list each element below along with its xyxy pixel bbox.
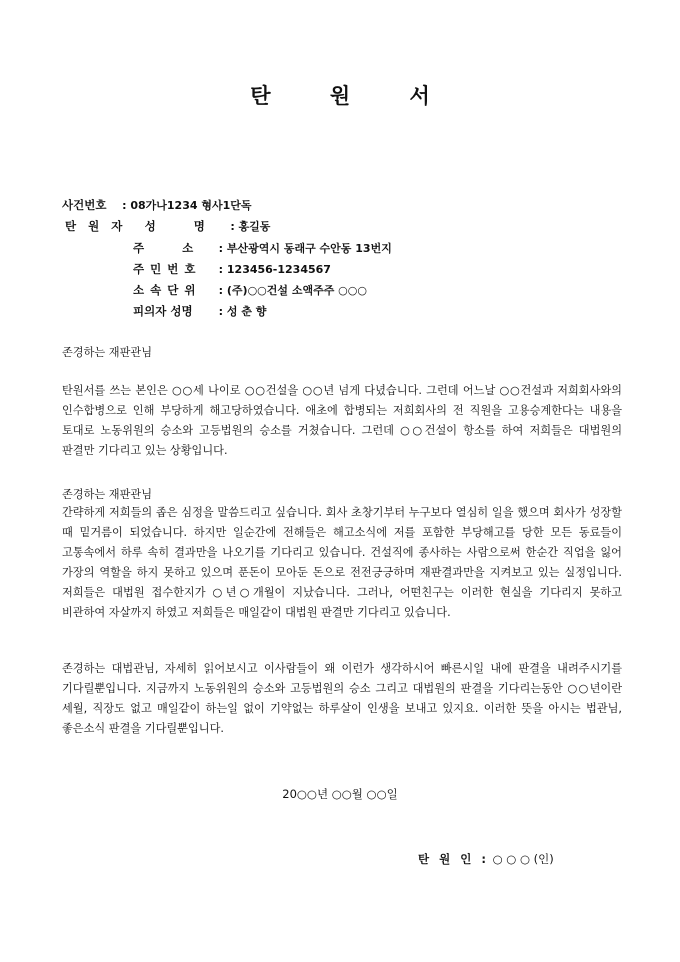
address-label: 주 소 [133, 241, 194, 255]
affiliation-label: 소 속 단 위 [133, 283, 196, 297]
accused-value: : 성 춘 향 [218, 305, 267, 318]
petitioner-name-row [65, 218, 270, 235]
greeting-1: 존경하는 재판관님 [62, 346, 153, 359]
signer-line [418, 851, 554, 867]
document-date: 20○○년 ○○월 ○○일 [282, 787, 398, 801]
accused-row [133, 303, 266, 320]
greeting-2: 존경하는 재판관님 [62, 488, 153, 501]
petitioner-section-label: 탄 원 자 [65, 219, 127, 233]
case-number-row [62, 197, 251, 214]
title-char-1: 탄 [250, 84, 271, 108]
paragraph-2: 간략하게 저희들의 좁은 심정을 말씀드리고 싶습니다. 회사 초창기부터 누구보다 열심히 일을 했으며 회사가 성장할 때 밑거름이 되었습니다. 하지만 일순간에 전해들은 해고소식에 저를 포함한 부당해고를 당한 모든 동료들이 고통속에서 하루 속히 결과만을 나오기를 기다리고 있습니다. 건설직에 종사하는 사람으로써 한순간 직업을 잃어 가장의 역할을 하지 못하고 있으며 푼돈이 모아둔 돈으로 전전긍긍하며 재판결과만을 지켜보고 있는 실정입니다. 저희들은 대법원 접수한지가 ○년○개월이 지났습니다. 그러나, 어떤친구는 이러한 현실을 기다리지 못하고 비관하여 자살까지 하였고 저희들은 매일같이 대법원 판결만 기다리고 있습니다. [62, 506, 622, 619]
address-value: : 부산광역시 동래구 수안동 13번지 [218, 242, 392, 255]
case-number-label: 사건번호 [62, 198, 107, 212]
petitioner-name-label: 성 명 [144, 219, 205, 233]
document-title [0, 80, 680, 110]
case-number-value: : 08가나1234 형사1단독 [122, 199, 252, 212]
accused-label: 피의자 성명 [133, 304, 193, 318]
id-number-row [133, 261, 331, 278]
title-char-2: 원 [329, 84, 351, 108]
affiliation-value: : (주)○○건설 소액주주 ○○○ [218, 284, 367, 297]
affiliation-row [133, 282, 367, 299]
address-row [133, 240, 392, 257]
paragraph-3: 존경하는 대법관님, 자세히 읽어보시고 이사람들이 왜 이런가 생각하시어 빠른시일 내에 판결을 내려주시기를 기다릴뿐입니다. 지금까지 노동위원의 승소와 고등법원의 승소 그리고 대법원의 판결을 기다리는동안 ○○년이란 세월, 직장도 없고 매일같이 하는일 없이 기약없는 하루살이 인생을 보내고 있지요. 이러한 뜻을 아시는 법관님, 좋은소식 판결을 기다릴뿐입니다. [62, 662, 622, 735]
signer-label: 탄 원 인 : [418, 852, 489, 866]
id-number-label: 주 민 번 호 [133, 262, 196, 276]
title-char-3: 서 [409, 84, 430, 108]
petitioner-name-value: : 홍길동 [230, 220, 271, 233]
id-number-value: : 123456-1234567 [218, 263, 331, 276]
paragraph-1: 탄원서를 쓰는 본인은 ○○세 나이로 ○○건설을 ○○년 넘게 다녔습니다. 그런데 어느날 ○○건설과 저희회사와의 인수합병으로 인해 부당하게 해고당하였습니다. 애초에 합병되는 저희회사의 전 직원을 고용승계한다는 내용을 토대로 노동위원의 승소와 고등법원의 승소를 거쳤습니다. 그런데 ○○건설이 항소를 하여 저희들은 대법원의 판결만 기다리고 있는 상황입니다. [62, 384, 622, 457]
signer-value: ○ ○ ○ (인) [488, 852, 554, 866]
